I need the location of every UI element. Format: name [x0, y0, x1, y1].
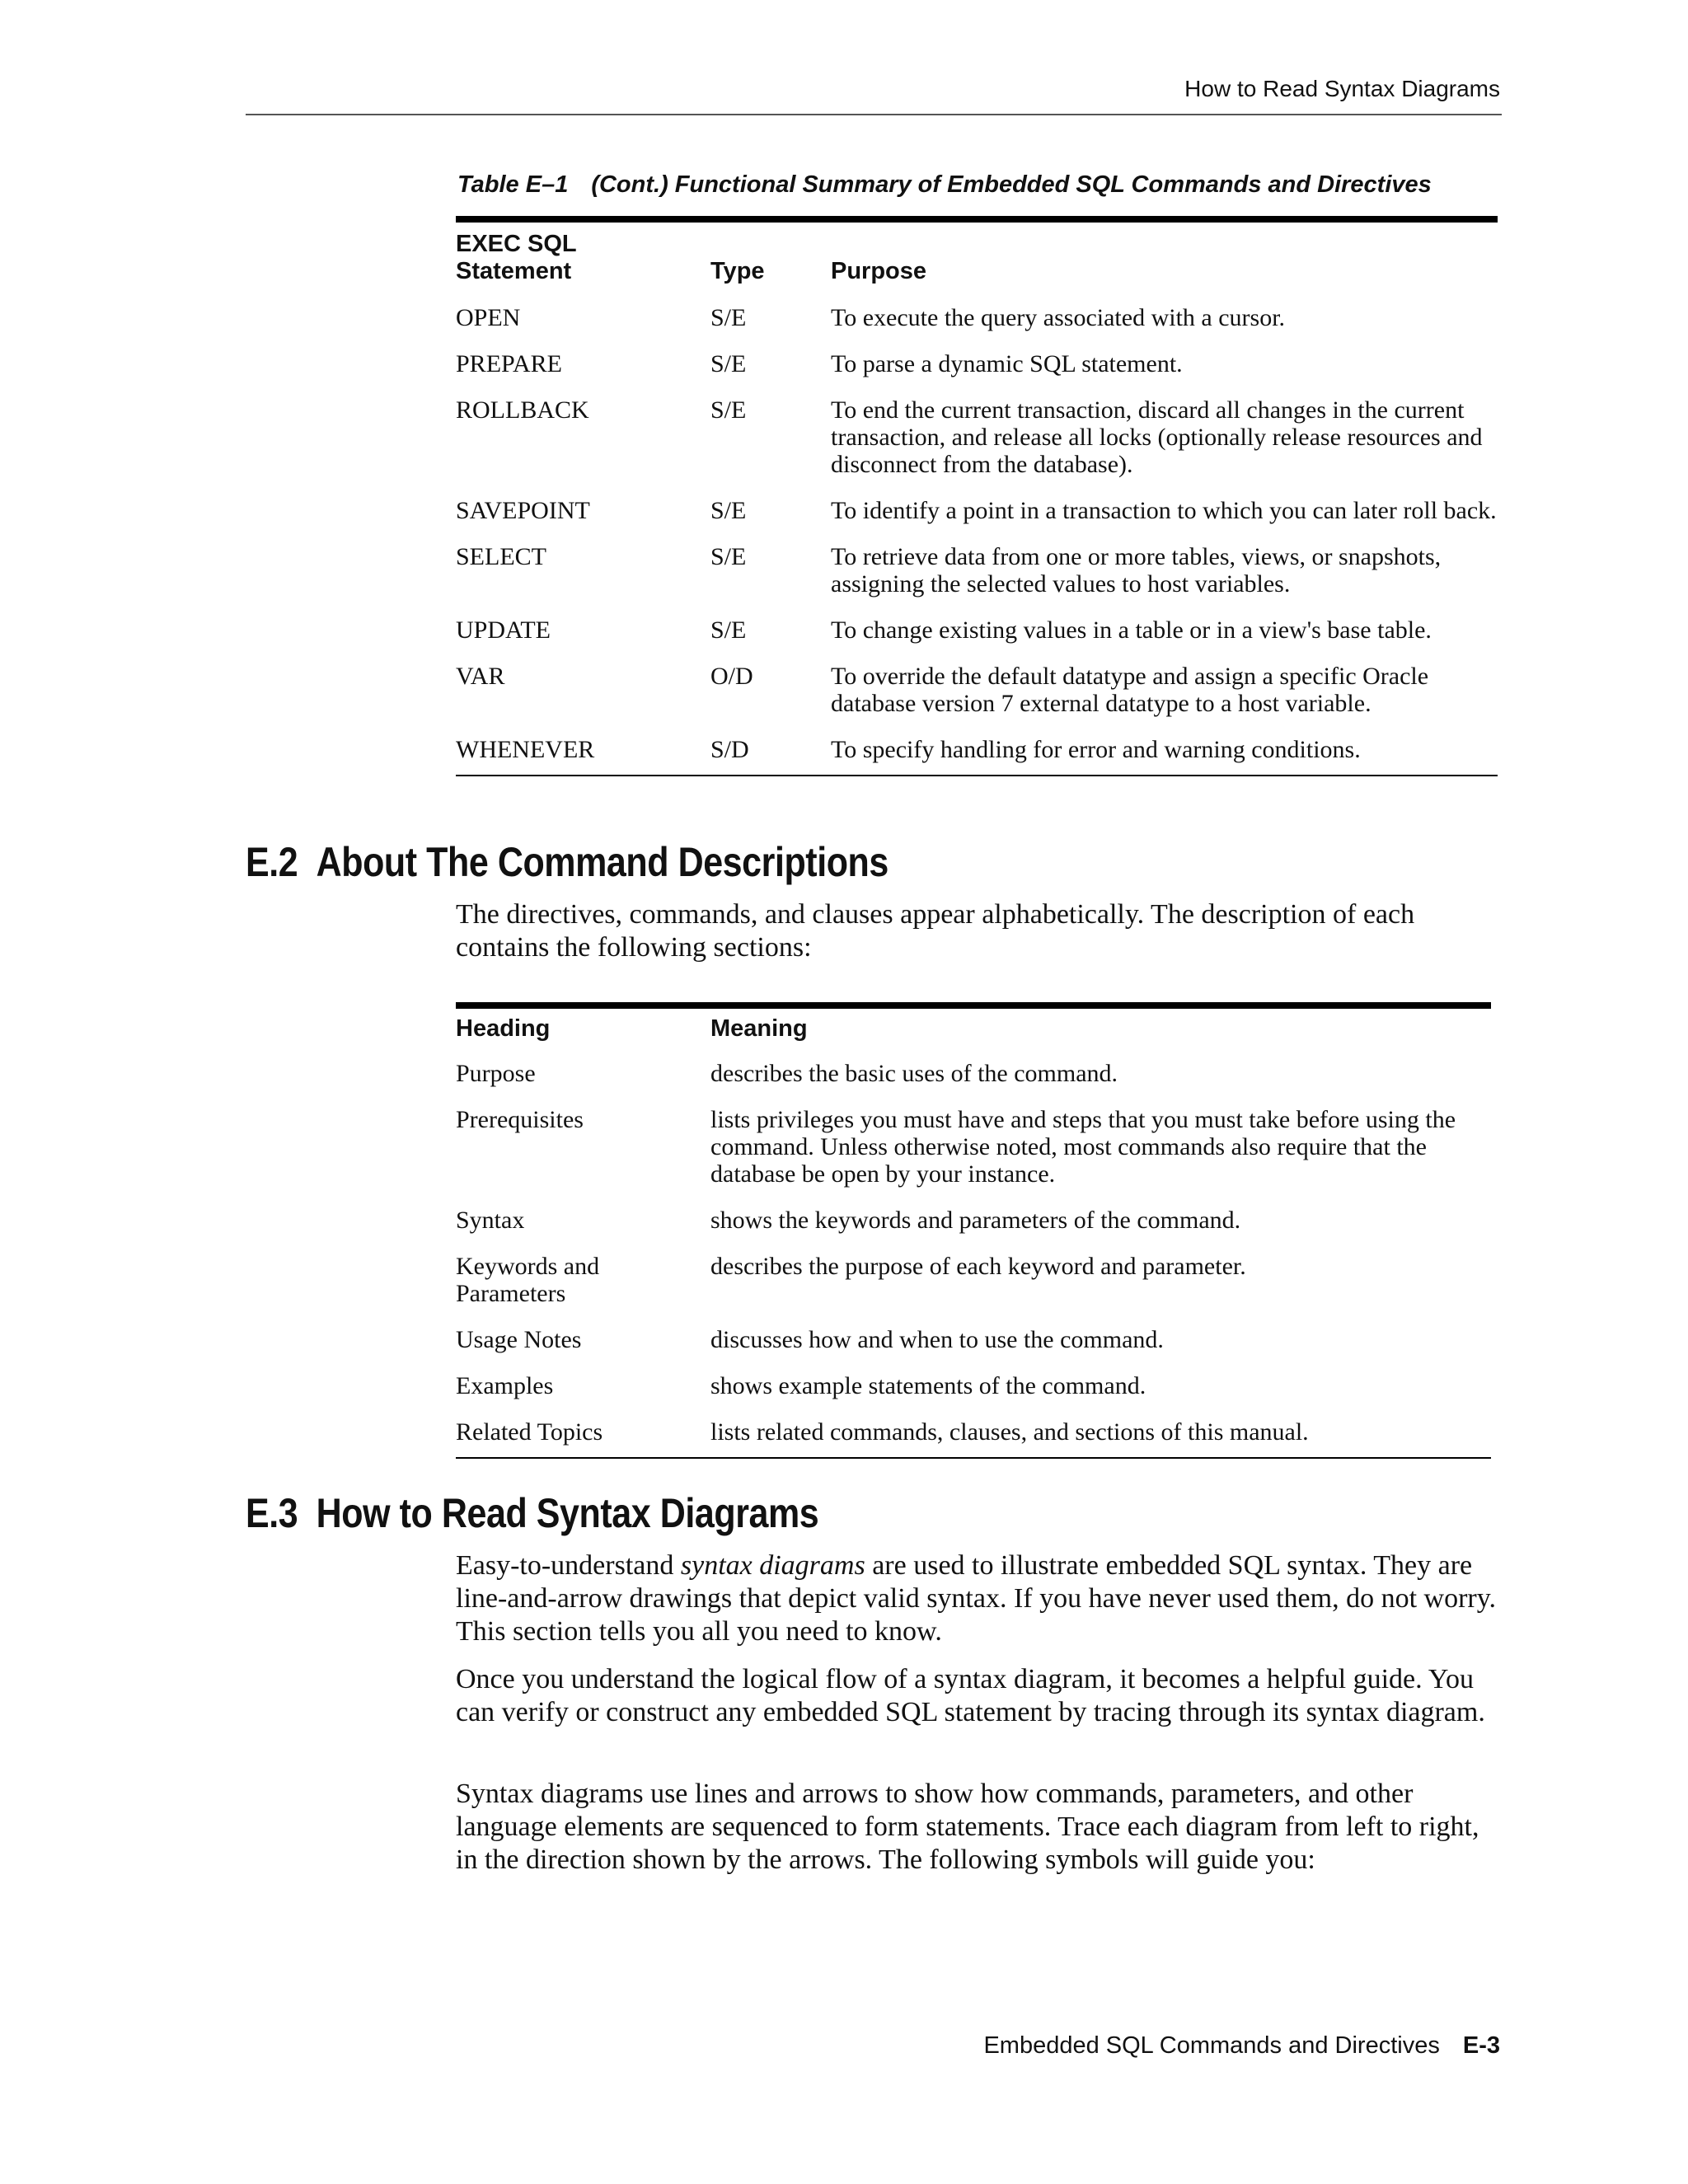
- table-caption: [457, 171, 1432, 199]
- table-row: [456, 1411, 1491, 1458]
- emphasized-term: syntax diagrams: [680, 1550, 865, 1581]
- section-intro-paragraph: The directives, commands, and clauses appear alphabetically. The description of each contains the following sections:: [456, 899, 1415, 963]
- table-row: [456, 297, 1498, 343]
- column-header-statement: EXEC SQL Statement: [456, 231, 577, 284]
- table-row: [456, 729, 1498, 776]
- type-cell: S/E: [710, 497, 747, 524]
- purpose-cell: To override the default datatype and assign a specific Oracle database version 7 external datatype to a host variable.: [831, 663, 1429, 717]
- descriptions-table-header: [456, 1005, 1491, 1052]
- meaning-cell: describes the purpose of each keyword and parameter.: [710, 1253, 1246, 1280]
- table-row: [456, 1199, 1491, 1245]
- statement-cell: OPEN: [456, 304, 521, 331]
- table-row: [456, 490, 1498, 536]
- heading-cell: Keywords and Parameters: [456, 1253, 600, 1307]
- statement-cell: ROLLBACK: [456, 396, 589, 424]
- type-cell: S/E: [710, 350, 747, 377]
- table-row: [456, 1319, 1491, 1365]
- table-row: [456, 609, 1498, 655]
- section-title: How to Read Syntax Diagrams: [316, 1490, 819, 1536]
- column-header-type: Type: [710, 258, 765, 284]
- table-row: [456, 1245, 1491, 1319]
- paragraph-text: are used to illustrate embedded SQL syntax. They are line-and-arrow drawings that depict valid syntax. If you have never used them, do not worry. This section tells you all you need to know.: [456, 1550, 1497, 1647]
- meaning-cell: lists privileges you must have and steps that you must take before using the command. Unless otherwise noted, most commands also require that the database be open by your instance.: [710, 1106, 1456, 1188]
- heading-cell: Prerequisites: [456, 1106, 584, 1133]
- column-header-heading: Heading: [456, 1015, 551, 1042]
- section-title: About The Command Descriptions: [316, 839, 889, 885]
- meaning-cell: describes the basic uses of the command.: [710, 1060, 1118, 1087]
- type-cell: S/E: [710, 616, 747, 644]
- meaning-cell: discusses how and when to use the command.: [710, 1326, 1164, 1353]
- purpose-cell: To execute the query associated with a cursor.: [831, 304, 1286, 331]
- section-heading-e2: [246, 838, 889, 886]
- statement-cell: WHENEVER: [456, 736, 595, 763]
- table-row: [456, 1099, 1491, 1199]
- running-header: How to Read Syntax Diagrams: [1184, 76, 1500, 101]
- meaning-cell: shows example statements of the command.: [710, 1372, 1146, 1399]
- page-number: E-3: [1462, 2032, 1500, 2059]
- heading-cell: Related Topics: [456, 1418, 603, 1446]
- column-header-purpose: Purpose: [831, 258, 927, 284]
- footer-chapter-title: Embedded SQL Commands and Directives: [983, 2032, 1440, 2059]
- heading-cell: Usage Notes: [456, 1326, 582, 1353]
- body-paragraph: Syntax diagrams use lines and arrows to show how commands, parameters, and other language elements are sequenced to form statements. Trace each diagram from left to right, in the direction shown by the arrows. The following symbols will guide you:: [456, 1779, 1479, 1875]
- type-cell: O/D: [710, 663, 753, 690]
- statement-cell: SAVEPOINT: [456, 497, 590, 524]
- purpose-cell: To parse a dynamic SQL statement.: [831, 350, 1183, 377]
- body-paragraph: [456, 1549, 1503, 1648]
- meaning-cell: shows the keywords and parameters of the command.: [710, 1207, 1241, 1234]
- descriptions-table: [456, 1002, 1491, 1459]
- paragraph-text: Easy-to-understand: [456, 1550, 681, 1581]
- table-caption-title: (Cont.) Functional Summary of Embedded SQL Commands and Directives: [591, 171, 1432, 198]
- type-cell: S/E: [710, 396, 747, 424]
- statement-cell: PREPARE: [456, 350, 562, 377]
- table-caption-label: Table E–1: [457, 171, 569, 198]
- purpose-cell: To end the current transaction, discard all changes in the current transaction, and release all locks (optionally release resources and disconnect from the database).: [831, 396, 1483, 478]
- heading-cell: Syntax: [456, 1207, 525, 1234]
- heading-cell: Examples: [456, 1372, 554, 1399]
- commands-table: [456, 216, 1498, 776]
- table-row: [456, 1052, 1491, 1099]
- purpose-cell: To change existing values in a table or in a view's base table.: [831, 616, 1432, 644]
- statement-cell: SELECT: [456, 543, 546, 570]
- section-heading-e3: [246, 1489, 818, 1537]
- table-row: [456, 1365, 1491, 1411]
- heading-cell: Purpose: [456, 1060, 536, 1087]
- type-cell: S/E: [710, 304, 747, 331]
- column-header-meaning: Meaning: [710, 1015, 808, 1042]
- section-number: E.2: [246, 839, 298, 885]
- statement-cell: VAR: [456, 663, 505, 690]
- table-row: [456, 343, 1498, 389]
- statement-cell: UPDATE: [456, 616, 551, 644]
- purpose-cell: To specify handling for error and warning conditions.: [831, 736, 1361, 763]
- table-row: [456, 536, 1498, 609]
- commands-table-header: [456, 219, 1498, 297]
- table-row: [456, 389, 1498, 490]
- type-cell: S/E: [710, 543, 747, 570]
- header-rule: [246, 114, 1502, 115]
- table-row: [456, 655, 1498, 729]
- page-footer: [983, 2032, 1500, 2060]
- meaning-cell: lists related commands, clauses, and sections of this manual.: [710, 1418, 1309, 1446]
- type-cell: S/D: [710, 736, 749, 763]
- section-number: E.3: [246, 1490, 298, 1536]
- purpose-cell: To retrieve data from one or more tables, views, or snapshots, assigning the selected values to host variables.: [831, 543, 1442, 598]
- body-paragraph: Once you understand the logical flow of a syntax diagram, it becomes a helpful guide. You can verify or construct any embedded SQL statement by tracing through its syntax diagram.: [456, 1664, 1485, 1727]
- purpose-cell: To identify a point in a transaction to which you can later roll back.: [831, 497, 1497, 524]
